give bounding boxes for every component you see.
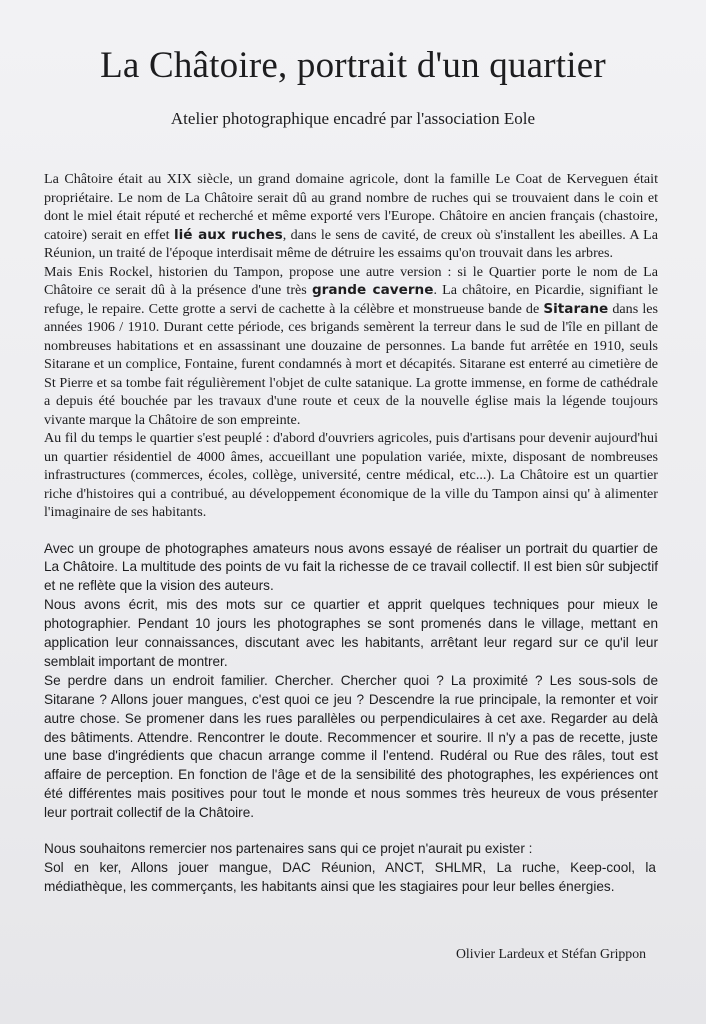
- emphasis-sitarane: Sitarane: [543, 300, 609, 317]
- paragraph-population: Au fil du temps le quartier s'est peuplé : d'abord d'ouvriers agricoles, puis d'artisans pour devenir aujourd'hui un quartier résidentiel de 4000 âmes, accueillant une population variée, mixte, disposant de nombreuses infrastructures (commerces, écoles, collège, université, centre médical, etc...). La Châtoire est un quartier riche d'histoires qui a contribué, au développement économique de la ville du Tampon ainsi qu' à alimenter l'imaginaire de ses habitants.: [44, 430, 658, 520]
- paragraph-history: La Châtoire était au XIX siècle, un grand domaine agricole, dont la famille Le Coat de Kerveguen était propriétaire. Le nom de La Châtoire serait dû au grand nombre de ruches qui se trouvaient dans le coin et dont le miel était réputé et recherché et même exporté vers l'Europe. Châtoire en ancien français (chastoire, catoire) serait en effet lié aux ruches, dans le sens de cavité, de creux où s'installent les abeilles. A La Réunion, un traité de l'époque interdisait même de détruire les essaims qu'on trouvait dans les arbres.: [44, 171, 658, 261]
- page-subtitle: Atelier photographique encadré par l'association Eole: [170, 109, 536, 128]
- paragraph-workshop-approach: Se perdre dans un endroit familier. Chercher. Chercher quoi ? La proximité ? Les sous-sols de Sitarane ? Allons jouer mangues, c'est quoi ce jeu ? Descendre la rue principale, la remonter et voir autre chose. Se promener dans les rues parallèles ou perpendiculaires à cet axe. Regarder au delà des bâtiments. Attendre. Rencontrer le doute. Recommencer et sourire. Il n'y a pas de recette, juste une base d'ingrédients que chacun arrange comme il l'entend. Rudéral ou Rue des râles, tout est affaire de perception. En fonction de l'âge et de la sensibilité des photographes, les expériences ont été différentes mais positives pour tout le monde et nous sommes très heureux de vous présenter leur portrait collectif de la Châtoire.: [44, 672, 658, 821]
- signature: Olivier Lardeux et Stéfan Grippon: [455, 946, 646, 961]
- emphasis-grande-caverne: grande caverne: [311, 282, 434, 298]
- page-title: La Châtoire, portrait d'un quartier: [100, 45, 606, 86]
- acknowledgements-list: Sol en ker, Allons jouer mangue, DAC Réunion, ANCT, SHLMR, La ruche, Keep-cool, la médiathèque, les commerçants, les habitants ainsi que les stagiaires pour leur belles énergies.: [44, 859, 656, 894]
- emphasis-lie-aux-ruches: lié aux ruches: [173, 226, 283, 243]
- paragraph-workshop-intro: Avec un groupe de photographes amateurs nous avons essayé de réaliser un portrait du quartier de La Châtoire. La multitude des points de vu fait la richesse de ce travail collectif. Il est bien sûr subjectif et ne reflète que la vision des auteurs.: [44, 540, 658, 594]
- acknowledgements-intro: Nous souhaitons remercier nos partenaires sans qui ce projet n'aurait pu exister :: [44, 841, 533, 856]
- main-text: [44, 170, 658, 823]
- paragraph-legend: Mais Enis Rockel, historien du Tampon, propose une autre version : si le Quartier porte le nom de La Châtoire ce serait dû à la présence d'une très grande caverne. La châtoire, en Picardie, signifiant le refuge, le repaire. Cette grotte a servi de cachette à la célèbre et monstrueuse bande de Sitarane dans les années 1906 / 1910. Durant cette période, ces brigands semèrent la terreur dans le sud de l'île en pillant de nombreuses habitations et en assassinant une douzaine de personnes. La bande fut arrêtée en 1910, seuls Sitarane et un complice, Fontaine, furent condamnés à mort et décapités. Sitarane est enterré au cimetière de St Pierre et sa tombe fait régulièrement l'objet de culte satanique. La grotte immense, en forme de cathédrale a depuis été bouchée par les travaux d'une route et ceux de la nouvelle église mais la légende toujours vivante marque la Châtoire de son empreinte.: [44, 263, 658, 428]
- acknowledgements: [44, 840, 656, 897]
- paragraph-workshop-process: Nous avons écrit, mis des mots sur ce quartier et apprit quelques techniques pour mieux le photographier. Pendant 10 jours les photographes se sont promenés dans le village, mettant en application leur connaissances, discutant avec les habitants, arrêtant leur regard sur ce qu'il leur semblait important de montrer.: [44, 597, 658, 669]
- workshop-section: [44, 540, 658, 824]
